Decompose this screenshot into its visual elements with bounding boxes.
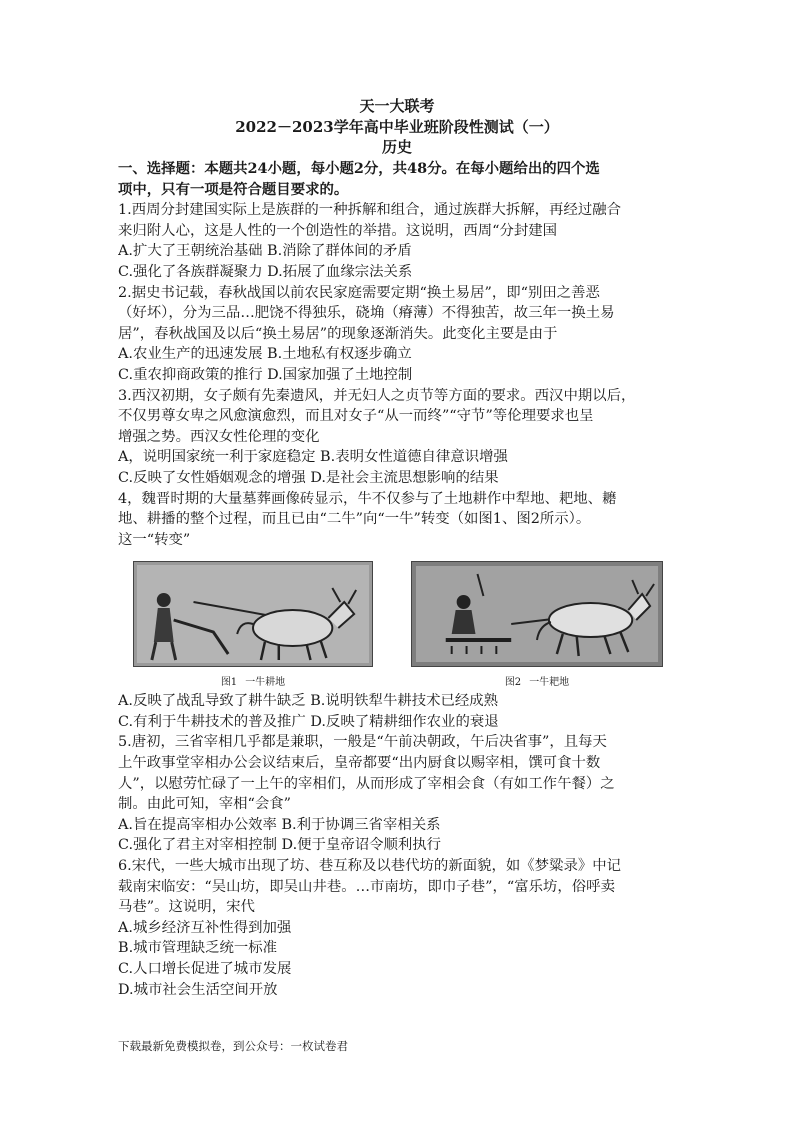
- ox-plowing-image: [133, 561, 373, 667]
- q2-option-line: C.重农抑商政策的推行 D.国家加强了土地控制: [118, 366, 413, 383]
- q1-stem-line: 1.西周分封建国实际上是族群的一种拆解和组合，通过族群大拆解，再经过融合: [118, 202, 622, 219]
- q3-option-line: A，说明国家统一利于家庭稳定 B.表明女性道德自律意识增强: [118, 449, 508, 466]
- q4-option-line: A.反映了战乱导致了耕牛缺乏 B.说明铁犁牛耕技术已经成熟: [118, 693, 499, 710]
- q1-option-line: A.扩大了王朝统治基础 B.消除了群体间的矛盾: [118, 243, 412, 260]
- q5-stem-line: 制。由此可知，宰相“会食”: [118, 796, 292, 813]
- q6-stem-line: 载南宋临安：“吴山坊，即吴山井巷。…市南坊，即巾子巷”，“富乐坊，俗呼卖: [118, 878, 615, 895]
- q6-option-b: B.城市管理缺乏统一标准: [118, 940, 278, 957]
- figure-1-title: 一牛耕地: [245, 677, 286, 689]
- q6-stem-line: 马巷”。这说明，宋代: [118, 899, 255, 916]
- q4-stem-line: 这一“转变”: [118, 531, 191, 548]
- q2-stem-line: 2.据史书记载，春秋战国以前农民家庭需要定期“换土易居”，即“别田之善恶: [118, 284, 600, 301]
- q4-stem-line: 4，魏晋时期的大量墓葬画像砖显示，牛不仅参与了土地耕作中犁地、耙地、耱: [118, 490, 617, 507]
- q6-option-c: C.人口增长促进了城市发展: [118, 961, 292, 977]
- q2-stem-line: 居”，春秋战国及以后“换土易居”的现象逐渐消失。此变化主要是由于: [118, 325, 558, 342]
- q4-option-line: C.有利于牛耕技术的普及推广 D.反映了精耕细作农业的衰退: [118, 713, 499, 730]
- q6-option-a: A.城乡经济互补性得到加强: [118, 919, 292, 936]
- q2-stem-line: （好坏），分为三品…肥饶不得独乐，硗埆（瘠薄）不得独苦，故三年一换土易: [118, 305, 615, 322]
- exam-organizer: 天一大联考: [359, 97, 435, 115]
- q4-figures: [118, 550, 683, 691]
- figure-1-caption: [133, 676, 373, 690]
- section-heading-line-1: 一、选择题：本题共24小题，每小题2分，共48分。在每小题给出的四个选: [118, 160, 600, 177]
- figure-2-title: 一牛耙地: [529, 677, 570, 689]
- question-content: [118, 159, 683, 1000]
- q3-stem-line: 增强之势。西汉女性伦理的变化: [118, 428, 320, 445]
- figure-1: [133, 561, 373, 690]
- q6-option-d: D.城市社会生活空间开放: [118, 981, 278, 998]
- q5-stem-line: 上午政事堂宰相办公会议结束后，皇帝都要“出内厨食以赐宰相，馔可食十数: [118, 755, 601, 772]
- ox-harrowing-image: [411, 561, 663, 667]
- footer-note: 下载最新免费模拟卷，到公众号：一枚试卷君: [118, 1039, 348, 1053]
- q5-option-line: A.旨在提高宰相办公效率 B.利于协调三省宰相关系: [118, 816, 441, 833]
- q3-option-line: C.反映了女性婚姻观念的增强 D.是社会主流思想影响的结果: [118, 469, 499, 486]
- exam-subject: 历史: [381, 138, 412, 156]
- figure-2-label: 图2: [504, 677, 522, 689]
- exam-title: 2022－2023学年高中毕业班阶段性测试（一）: [235, 118, 559, 136]
- q2-option-line: A.农业生产的迅速发展 B.土地私有权逐步确立: [118, 346, 412, 363]
- q4-stem-line: 地、耕播的整个过程，而且已由“二牛”向“一牛”转变（如图1、图2所示）。: [118, 511, 591, 528]
- figure-2: [411, 561, 663, 690]
- figure-1-label: 图1: [220, 677, 238, 689]
- section-heading-line-2: 项中，只有一项是符合题目要求的。: [118, 180, 349, 198]
- figure-2-caption: [411, 676, 663, 690]
- q3-stem-line: 不仅男尊女卑之风愈演愈烈，而且对女子“从一而终”“守节”等伦理要求也呈: [118, 408, 594, 425]
- q5-stem-line: 5.唐初，三省宰相几乎都是兼职，一般是“午前决朝政，午后决省事”，且每天: [118, 734, 607, 751]
- q6-stem-line: 6.宋代，一些大城市出现了坊、巷互称及以巷代坊的新面貌，如《梦粱录》中记: [118, 858, 622, 875]
- q1-option-line: C.强化了各族群凝聚力 D.拓展了血缘宗法关系: [118, 263, 413, 280]
- q5-stem-line: 人”，以慰劳忙碌了一上午的宰相们，从而形成了宰相会食（有如工作午餐）之: [118, 775, 615, 792]
- q1-stem-line: 来归附人心，这是人性的一个创造性的举措。这说明，西周“分封建国: [118, 222, 558, 239]
- q5-option-line: C.强化了君主对宰相控制 D.便于皇帝诏令顺利执行: [118, 837, 442, 854]
- q3-stem-line: 3.西汉初期，女子颇有先秦遗风，并无妇人之贞节等方面的要求。西汉中期以后，: [118, 387, 636, 404]
